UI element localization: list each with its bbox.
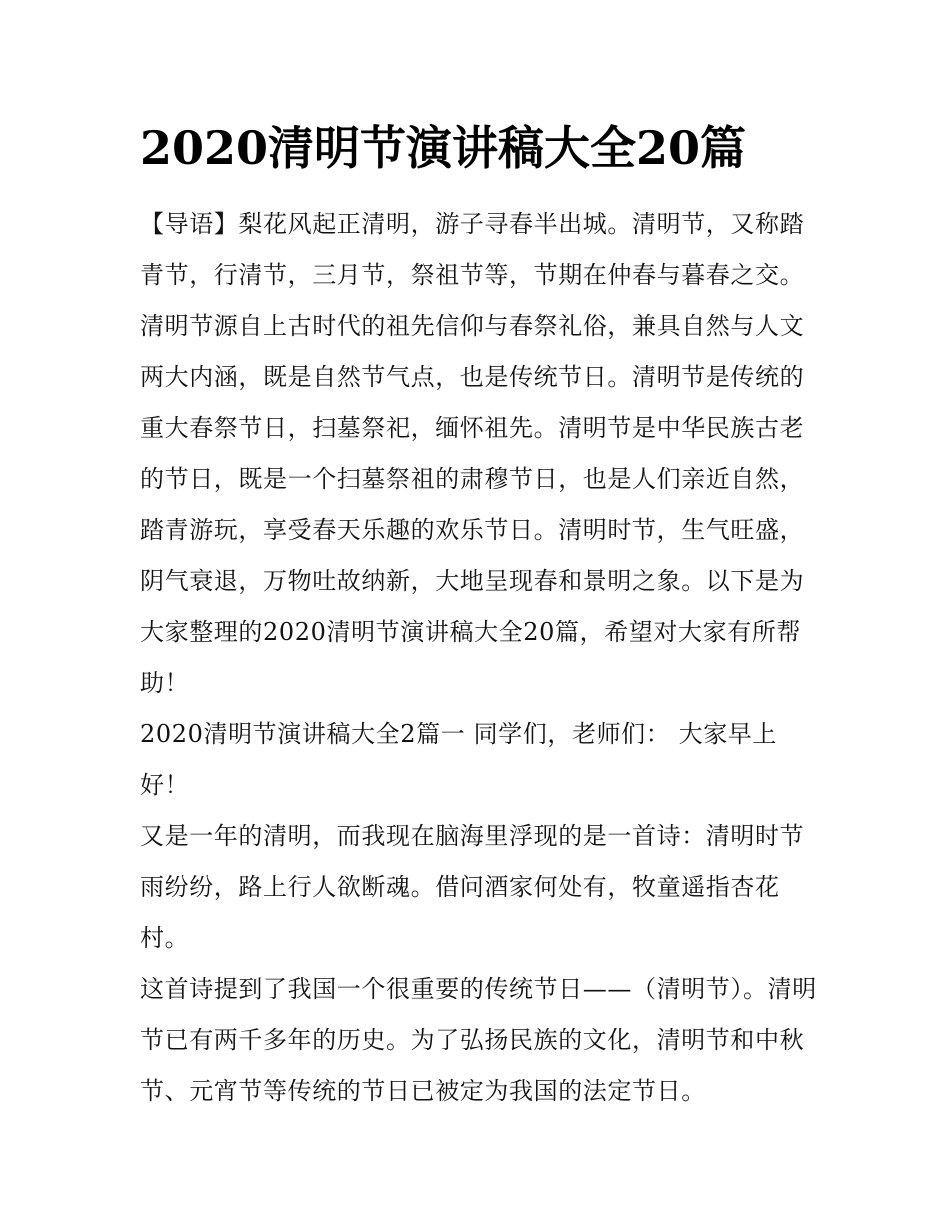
speech-heading-paragraph: 2020清明节演讲稿大全2篇一 同学们，老师们： 大家早上好！ [140,720,778,799]
festival-paragraph: 这首诗提到了我国一个很重要的传统节日——（清明节）。清明节已有两千多年的历史。为了弘扬民族的文化，清明节和中秋节、元宵节等传统的节日已被定为我国的法定节日。 [140,975,817,1105]
intro-paragraph: 【导语】梨花风起正清明，游子寻春半出城。清明节，又称踏青节，行清节，三月节，祭祖节等，节期在仲春与暮春之交。清明节源自上古时代的祖先信仰与春祭礼俗，兼具自然与人文两大内涵，既是自然节气点，也是传统节日。清明节是传统的重大春祭节日，扫墓祭祀，缅怀祖先。清明节是中华民族古老的节日，既是一个扫墓祭祖的肃穆节日，也是人们亲近自然，踏青游玩，享受春天乐趣的欢乐节日。清明时节，生气旺盛，阴气衰退，万物吐故纳新，大地呈现春和景明之象。以下是为大家整理的2020清明节演讲稿大全20篇，希望对大家有所帮助！ [140,210,805,697]
document-body [140,199,820,1117]
poem-paragraph: 又是一年的清明，而我现在脑海里浮现的是一首诗：清明时节雨纷纷，路上行人欲断魂。借问酒家何处有，牧童遥指杏花村。 [140,822,805,952]
document-title: 2020清明节演讲稿大全20篇 [140,121,747,175]
